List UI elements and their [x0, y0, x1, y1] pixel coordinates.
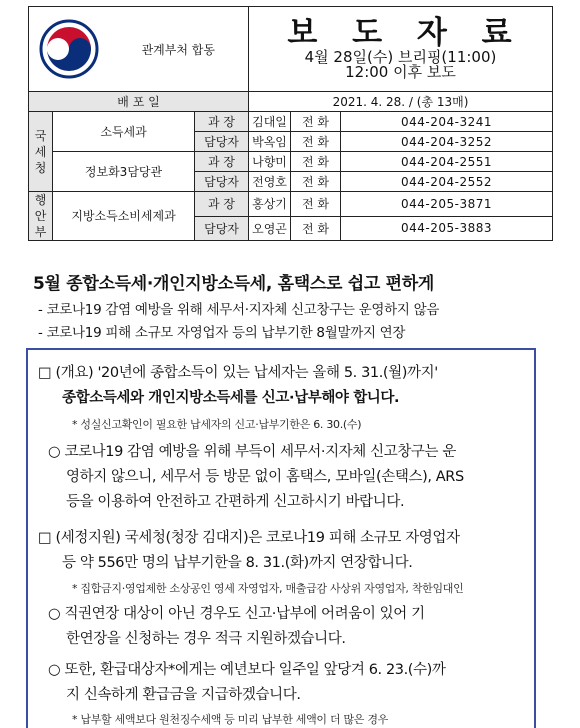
extension-line-1: ○ 직권연장 대상이 아닌 경우도 신고·납부에 어려움이 있어 기	[48, 606, 425, 622]
contact-phone: 044-204-3252	[341, 132, 553, 152]
contact-role: 과 장	[195, 112, 249, 132]
covid-line-2: 영하지 않으니, 세무서 등 방문 없이 홈택스, 모바일(손택스), ARS	[66, 469, 464, 485]
contact-name: 나향미	[249, 152, 291, 172]
contact-name: 김대일	[249, 112, 291, 132]
contact-name: 박옥임	[249, 132, 291, 152]
headline: 5월 종합소득세·개인지방소득세, 홈택스로 쉽고 편하게	[33, 274, 435, 294]
contact-phone: 044-204-2551	[341, 152, 553, 172]
contact-phone: 044-204-2552	[341, 172, 553, 192]
contact-role: 과 장	[195, 152, 249, 172]
contact-role: 담당자	[195, 216, 249, 241]
covid-line-1: ○ 코로나19 감염 예방을 위해 부득이 세무서·지자체 신고창구는 운	[48, 444, 456, 460]
subhead-bullet-2: - 코로나19 피해 소규모 자영업자 등의 납부기한 8월말까지 연장	[38, 325, 406, 341]
contact-name: 전영호	[249, 172, 291, 192]
overview-line-1: □ (개요) '20년에 종합소득이 있는 납세자는 올해 5. 31.(월)까지'	[38, 365, 438, 381]
distribution-label: 배 포 일	[29, 92, 249, 112]
title-block	[249, 7, 553, 92]
phone-label: 전 화	[291, 216, 341, 241]
support-line-1: □ (세정지원) 국세청(청장 김대지)은 코로나19 피해 소규모 자영업자	[38, 530, 460, 546]
refund-line-2: 지 신속하게 환급금을 지급하겠습니다.	[66, 687, 301, 703]
overview-line-2: 종합소득세와 개인지방소득세를 신고·납부해야 합니다.	[62, 390, 400, 406]
agency-label-mois	[29, 192, 53, 241]
phone-label: 전 화	[291, 172, 341, 192]
covid-line-3: 등을 이용하여 안전하고 간편하게 신고하시기 바랍니다.	[66, 494, 405, 510]
subhead-bullet-1: - 코로나19 감염 예방을 위해 세무서·지자체 신고창구는 운영하지 않음	[38, 302, 440, 318]
press-release-header-table	[28, 6, 553, 241]
distribution-date: 2021. 4. 28. / (총 13매)	[249, 92, 553, 112]
taegeuk-logo-icon	[39, 19, 99, 79]
government-logo-cell	[29, 7, 109, 92]
contact-phone: 044-204-3241	[341, 112, 553, 132]
contact-phone: 044-205-3883	[341, 216, 553, 241]
phone-label: 전 화	[291, 132, 341, 152]
refund-line-1: ○ 또한, 환급대상자*에게는 예년보다 일주일 앞당겨 6. 23.(수)까	[48, 662, 446, 678]
agency-name-nts: 국세청	[34, 128, 47, 175]
refund-note: * 납부할 세액보다 원천징수세액 등 미리 납부한 세액이 더 많은 경우	[72, 713, 388, 726]
phone-label: 전 화	[291, 112, 341, 132]
support-line-2: 등 약 556만 명의 납부기한을 8. 31.(화)까지 연장합니다.	[62, 555, 413, 571]
extension-line-2: 한연장을 신청하는 경우 적극 지원하겠습니다.	[66, 631, 346, 647]
phone-label: 전 화	[291, 152, 341, 172]
agency-label-nts	[29, 112, 53, 192]
contact-phone: 044-205-3871	[341, 192, 553, 217]
phone-label: 전 화	[291, 192, 341, 217]
dept-info3: 정보화3담당관	[53, 152, 195, 192]
agency-name-mois: 행안부	[34, 193, 47, 239]
support-note: * 집합금지·영업제한 소상공인 영세 자영업자, 매출급감 사상위 자영업자, 착한임대인	[72, 582, 464, 595]
briefing-time: 4월 28일(수) 브리핑(11:00)	[304, 47, 497, 66]
contact-role: 과 장	[195, 192, 249, 217]
dept-income-tax: 소득세과	[53, 112, 195, 152]
document-title: 보 도 자 료	[287, 14, 524, 51]
embargo-time: 12:00 이후 보도	[345, 63, 456, 82]
contact-name: 홍상기	[249, 192, 291, 217]
contact-role: 담당자	[195, 132, 249, 152]
dept-local-income-tax: 지방소득소비세제과	[53, 192, 195, 241]
overview-note: * 성실신고확인이 필요한 납세자의 신고·납부기한은 6. 30.(수)	[72, 418, 362, 431]
issuing-org: 관계부처 합동	[109, 7, 249, 92]
contact-role: 담당자	[195, 172, 249, 192]
contact-name: 오영곤	[249, 216, 291, 241]
